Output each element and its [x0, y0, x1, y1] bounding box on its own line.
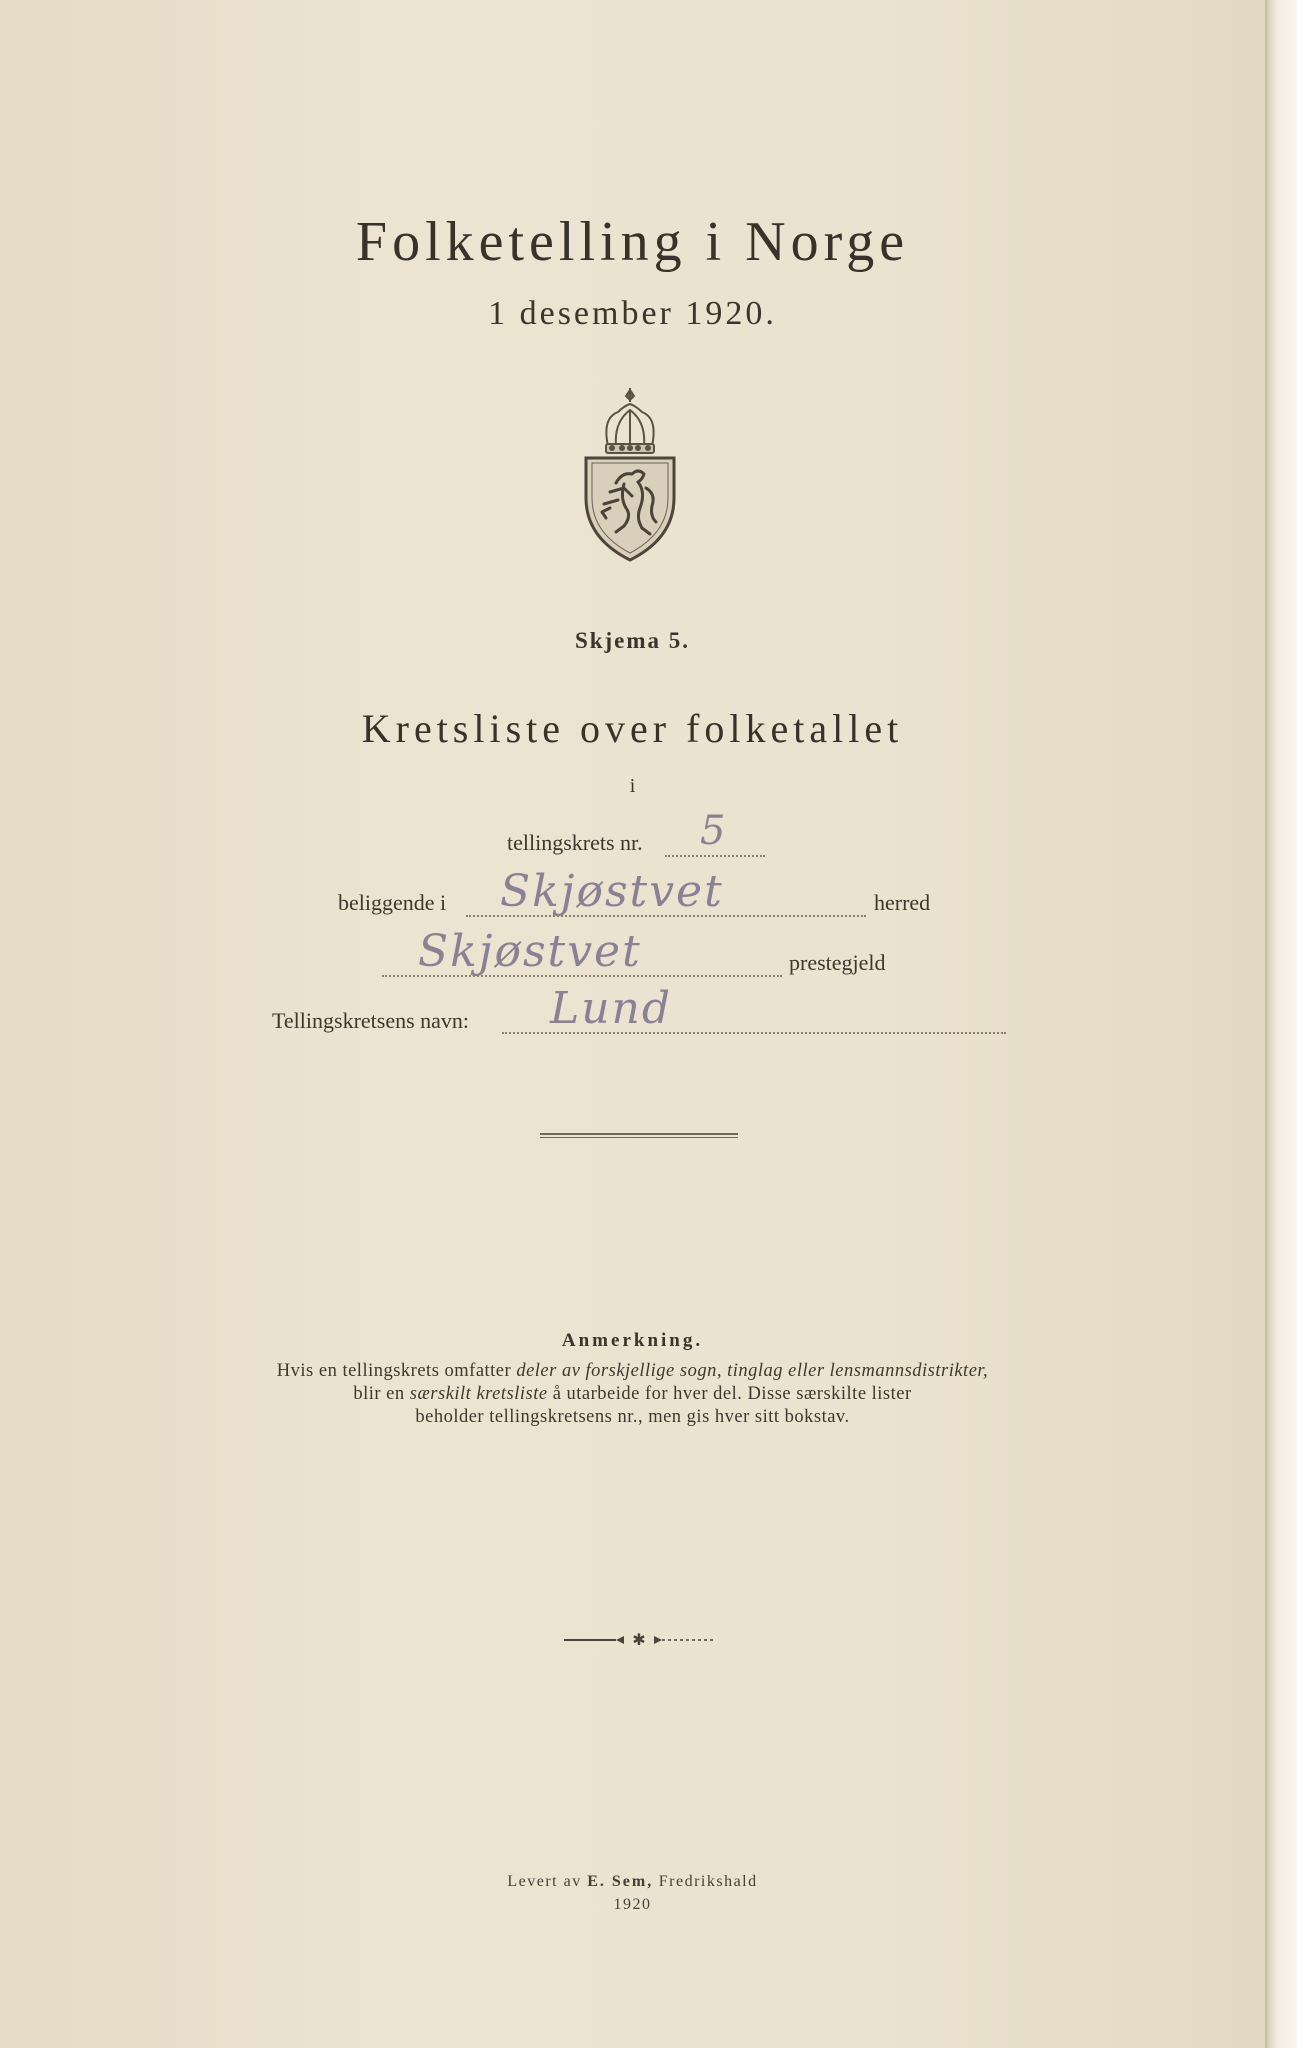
page-edge: [1265, 0, 1297, 2048]
note-line-1: [0, 1360, 1265, 1383]
printer-prefix: Levert av: [507, 1873, 588, 1890]
printer-year: 1920: [613, 1896, 652, 1913]
beliggende-label: beliggende i: [338, 890, 447, 915]
herred-label: herred: [874, 890, 931, 915]
census-date: 1 desember 1920.: [488, 295, 777, 332]
krets-number-value: 5: [700, 808, 728, 854]
note-line-2-b: særskilt kretsliste: [409, 1384, 548, 1404]
page-title: Folketelling i Norge: [355, 211, 910, 273]
printer-name: E. Sem,: [587, 1873, 654, 1890]
krets-number-label: tellingskrets nr.: [507, 830, 643, 855]
ornament-divider-icon: [564, 1632, 714, 1648]
note-line-2-a: blir en: [353, 1384, 410, 1404]
beliggende-value: Skjøstvet: [500, 866, 724, 917]
prestegjeld-value: Skjøstvet: [418, 926, 642, 977]
note-text: [0, 1360, 1265, 1429]
krets-number-line: [665, 855, 765, 857]
note-line-2: [0, 1383, 1265, 1406]
krets-name-label: Tellingskretsens navn:: [272, 1008, 470, 1033]
svg-text:✱: ✱: [632, 1632, 646, 1648]
note-line-1-a: Hvis en tellingskrets omfatter: [276, 1361, 517, 1381]
note-line-2-c: å utarbeide for hver del. Disse særskilte lister: [547, 1384, 912, 1404]
form-heading: Kretsliste over folketallet: [361, 706, 904, 751]
printer-city: Fredrikshald: [653, 1873, 758, 1890]
connector-word: i: [629, 775, 636, 797]
prestegjeld-label: prestegjeld: [789, 950, 886, 975]
printer-credit: [0, 1870, 1265, 1916]
krets-name-value: Lund: [550, 983, 673, 1034]
note-heading: Anmerkning.: [561, 1330, 704, 1351]
note-line-1-b: deler av forskjellige sogn, tinglag eller lensmannsdistrikter,: [516, 1361, 989, 1381]
printer-line: [0, 1870, 1265, 1893]
note-line-3: beholder tellingskretsens nr., men gis hver sitt bokstav.: [415, 1407, 850, 1427]
coat-of-arms-lion-icon: [580, 388, 680, 563]
divider-rule: [540, 1133, 738, 1138]
schema-number: Skjema 5.: [574, 628, 691, 653]
